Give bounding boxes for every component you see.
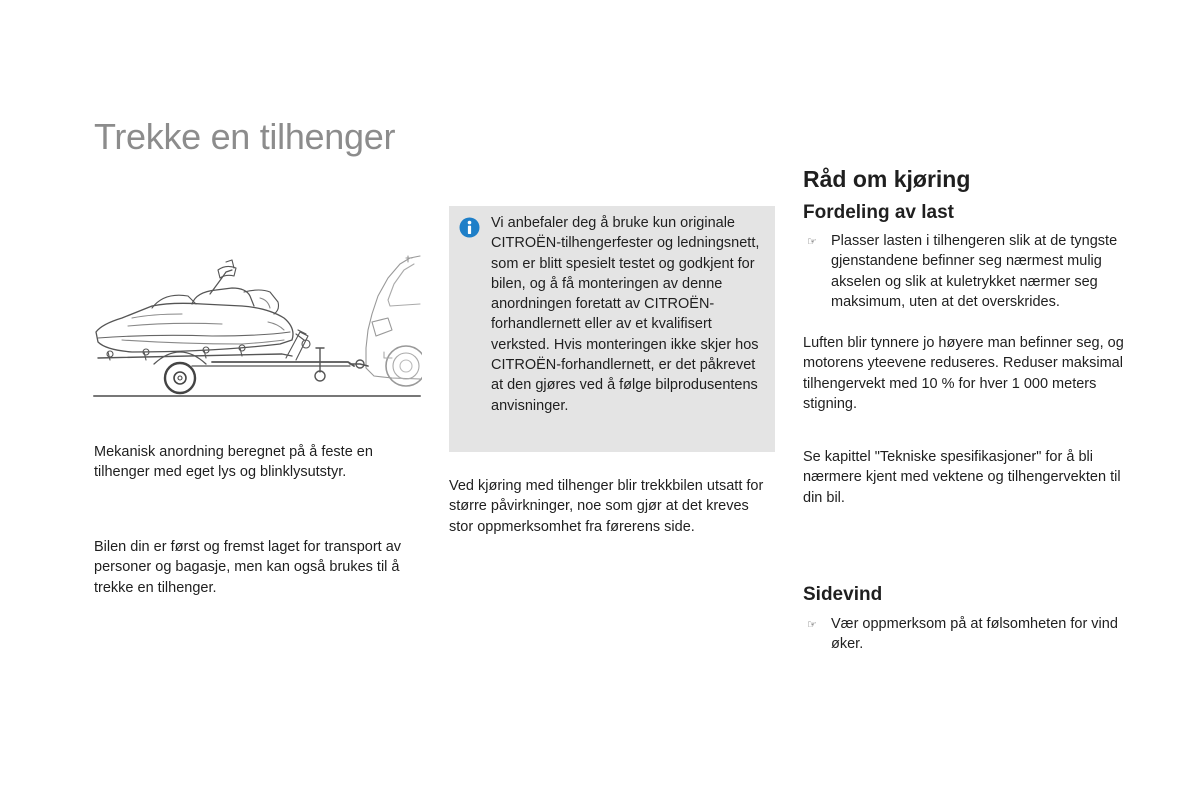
list-item-text: Vær oppmerksom på at følsomheten for vind øker. (831, 616, 1118, 653)
subtitle-crosswind: Sidevind (803, 584, 883, 605)
list-item (803, 614, 1128, 655)
car-towing-jet-ski-trailer-illustration (92, 248, 422, 406)
subtitle-load-distribution: Fordeling av last (803, 202, 954, 223)
list-item (803, 231, 1128, 312)
pointing-hand-icon: ☞ (807, 236, 817, 248)
notice-box (449, 206, 775, 452)
towing-caution-paragraph: Ved kjøring med tilhenger blir trekkbilen utsatt for større påvirkninger, noe som gjør at det kreves stor oppmerksomhet fra førerens side. (449, 478, 764, 535)
crosswind-list (803, 614, 1128, 655)
info-icon (459, 217, 480, 238)
illustration-caption: Mekanisk anordning beregnet på å feste en tilhenger med eget lys og blinklysutstyr. (94, 444, 373, 481)
intro-paragraph: Bilen din er først og fremst laget for transport av personer og bagasje, men kan også brukes til å trekke en tilhenger. (94, 539, 402, 596)
list-item-text: Plasser lasten i tilhengeren slik at de tyngste gjenstandene befinner seg nærmest mulig akselen og slik at kuletrykket nærmer seg maksimum, uten at det overskrides. (831, 233, 1118, 310)
load-distribution-list (803, 231, 1128, 312)
notice-text: Vi anbefaler deg å bruke kun originale CITROËN-tilhengerfester og ledningsnett, som er blitt spesielt testet og godkjent for bilen, og å få monteringen av denne anordningen foretatt av CITROËN-forhandlernett eller av et kvalifisert verksted. Hvis monteringen ikke skjer hos CITROËN-forhandlernett, er det påkrevet at den gjøres ved å følge bilprodusentens anvisninger. (491, 215, 760, 414)
section-title-driving-advice: Råd om kjøring (803, 166, 971, 192)
page-title: Trekke en tilhenger (94, 116, 396, 157)
altitude-paragraph: Luften blir tynnere jo høyere man befinner seg, og motorens yteevene reduseres. Reduser maksimal tilhengervekt med 10 % for hver 1 000 meters stigning. (803, 335, 1124, 412)
pointing-hand-icon: ☞ (807, 619, 817, 631)
reference-paragraph: Se kapittel "Tekniske spesifikasjoner" for å bli nærmere kjent med vektene og tilhengervekten til din bil. (803, 449, 1121, 506)
